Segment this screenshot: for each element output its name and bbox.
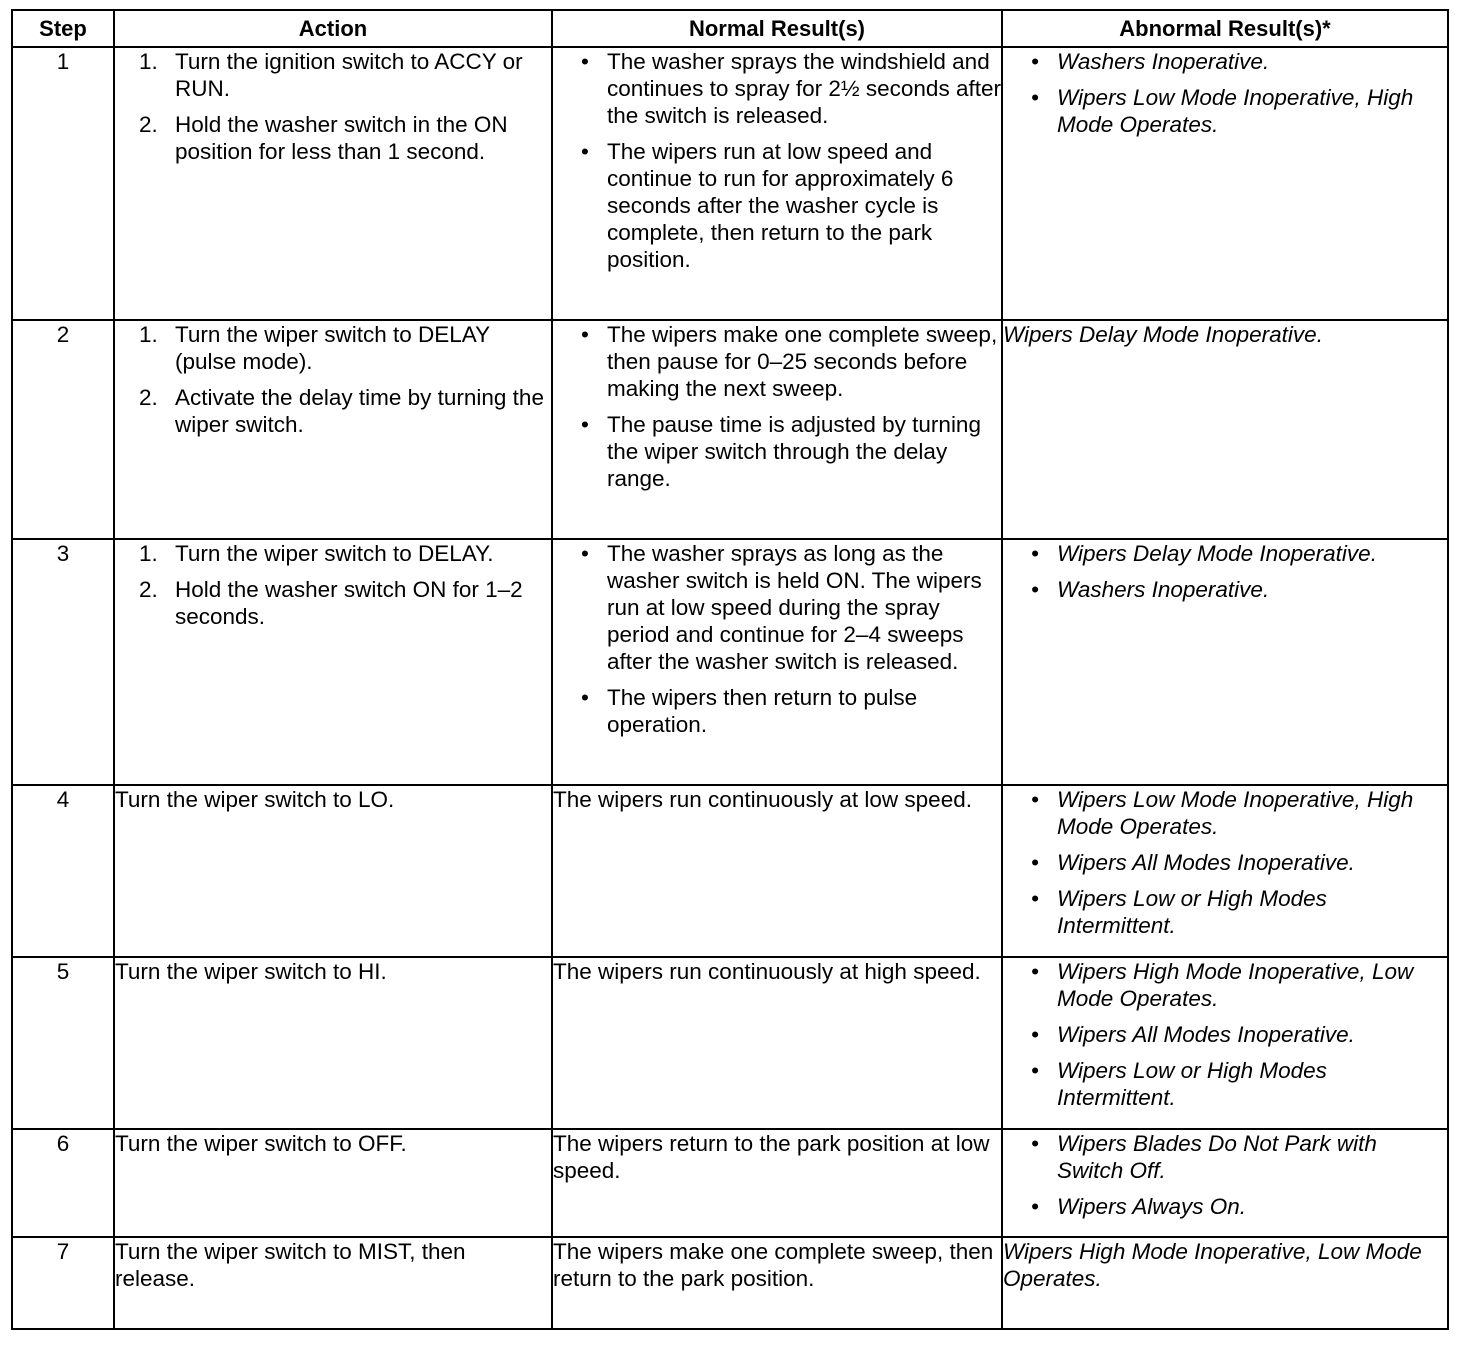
action-text: Turn the wiper switch to MIST, then release.	[115, 1239, 466, 1291]
abnormal-result-item: • Wipers Low or High Modes Intermittent.	[1057, 1057, 1447, 1111]
abnormal-result-item: • Washers Inoperative.	[1057, 576, 1447, 603]
action-step: 1. Turn the wiper switch to DELAY (pulse mode).	[139, 322, 490, 374]
normal-result-cell	[552, 957, 1002, 1129]
normal-result-cell	[552, 1237, 1002, 1329]
normal-result-item: • The washer sprays as long as the washer switch is held ON. The wipers run at low speed during the spray period and continue for 2–4 sweeps after the washer switch is released.	[607, 540, 1001, 675]
abnormal-result-item: • Washers Inoperative.	[1057, 48, 1447, 75]
normal-result-cell	[552, 1129, 1002, 1237]
action-cell	[114, 957, 552, 1129]
action-step: 2. Hold the washer switch ON for 1–2 seconds.	[139, 577, 523, 629]
abnormal-result-cell	[1002, 539, 1448, 785]
action-cell	[114, 785, 552, 957]
table-row-step-6	[12, 1129, 1448, 1237]
abnormal-result-item: Wipers Delay Mode Inoperative.	[1003, 322, 1323, 347]
step-number: 3	[12, 539, 114, 785]
abnormal-result-item: • Wipers Delay Mode Inoperative.	[1057, 540, 1447, 567]
action-step: 2. Hold the washer switch in the ON position for less than 1 second.	[139, 112, 508, 164]
abnormal-result-item: • Wipers Low Mode Inoperative, High Mode Operates.	[1057, 84, 1447, 138]
table-row-step-7	[12, 1237, 1448, 1329]
action-text: Turn the wiper switch to OFF.	[115, 1131, 407, 1156]
abnormal-result-item: Wipers High Mode Inoperative, Low Mode Operates.	[1003, 1239, 1422, 1291]
step-number: 6	[12, 1129, 114, 1237]
table-row-step-3	[12, 539, 1448, 785]
abnormal-result-item: • Wipers All Modes Inoperative.	[1057, 1021, 1447, 1048]
header-action: Action	[114, 10, 552, 47]
normal-result-item: • The pause time is adjusted by turning the wiper switch through the delay range.	[607, 411, 1001, 492]
action-step: 1. Turn the wiper switch to DELAY.	[139, 541, 494, 566]
normal-result-item: The wipers make one complete sweep, then return to the park position.	[553, 1239, 994, 1291]
normal-result-item: • The wipers then return to pulse operation.	[607, 684, 1001, 738]
normal-result-item: • The wipers run at low speed and continue to run for approximately 6 seconds after the washer cycle is complete, then return to the park position.	[607, 138, 1001, 273]
abnormal-result-item: • Wipers Blades Do Not Park with Switch Off.	[1057, 1130, 1447, 1184]
step-number: 5	[12, 957, 114, 1129]
action-text: Turn the wiper switch to HI.	[115, 959, 387, 984]
action-step: 2. Activate the delay time by turning the wiper switch.	[139, 385, 544, 437]
header-step: Step	[12, 10, 114, 47]
table-row-step-2	[12, 320, 1448, 539]
step-number: 1	[12, 47, 114, 320]
header-abnormal-results: Abnormal Result(s)*	[1002, 10, 1448, 47]
header-normal-results: Normal Result(s)	[552, 10, 1002, 47]
abnormal-result-cell	[1002, 1237, 1448, 1329]
table-row-step-1	[12, 47, 1448, 320]
normal-result-cell	[552, 539, 1002, 785]
action-cell	[114, 320, 552, 539]
action-text: Turn the wiper switch to LO.	[115, 787, 395, 812]
abnormal-result-cell	[1002, 1129, 1448, 1237]
normal-result-item: The wipers return to the park position at low speed.	[553, 1131, 990, 1183]
action-step: 1. Turn the ignition switch to ACCY or RUN.	[139, 49, 523, 101]
abnormal-result-cell	[1002, 320, 1448, 539]
abnormal-result-cell	[1002, 957, 1448, 1129]
abnormal-result-item: • Wipers High Mode Inoperative, Low Mode Operates.	[1057, 958, 1447, 1012]
normal-result-item: • The washer sprays the windshield and continues to spray for 2½ seconds after the switch is released.	[607, 48, 1001, 129]
normal-result-item: • The wipers make one complete sweep, then pause for 0–25 seconds before making the next sweep.	[607, 321, 1001, 402]
header-row	[12, 10, 1448, 47]
normal-result-cell	[552, 785, 1002, 957]
normal-result-cell	[552, 320, 1002, 539]
abnormal-result-item: • Wipers Low or High Modes Intermittent.	[1057, 885, 1447, 939]
abnormal-result-cell	[1002, 47, 1448, 320]
step-number: 4	[12, 785, 114, 957]
table-row-step-4	[12, 785, 1448, 957]
abnormal-result-item: • Wipers Low Mode Inoperative, High Mode Operates.	[1057, 786, 1447, 840]
step-number: 7	[12, 1237, 114, 1329]
normal-result-cell	[552, 47, 1002, 320]
action-cell	[114, 1237, 552, 1329]
abnormal-result-cell	[1002, 785, 1448, 957]
wiper-diagnostic-table	[11, 9, 1449, 1330]
step-number: 2	[12, 320, 114, 539]
abnormal-result-item: • Wipers Always On.	[1057, 1193, 1447, 1220]
abnormal-result-item: • Wipers All Modes Inoperative.	[1057, 849, 1447, 876]
action-cell	[114, 47, 552, 320]
normal-result-item: The wipers run continuously at high speed.	[553, 959, 981, 984]
normal-result-item: The wipers run continuously at low speed.	[553, 787, 972, 812]
table-row-step-5	[12, 957, 1448, 1129]
action-cell	[114, 1129, 552, 1237]
action-cell	[114, 539, 552, 785]
